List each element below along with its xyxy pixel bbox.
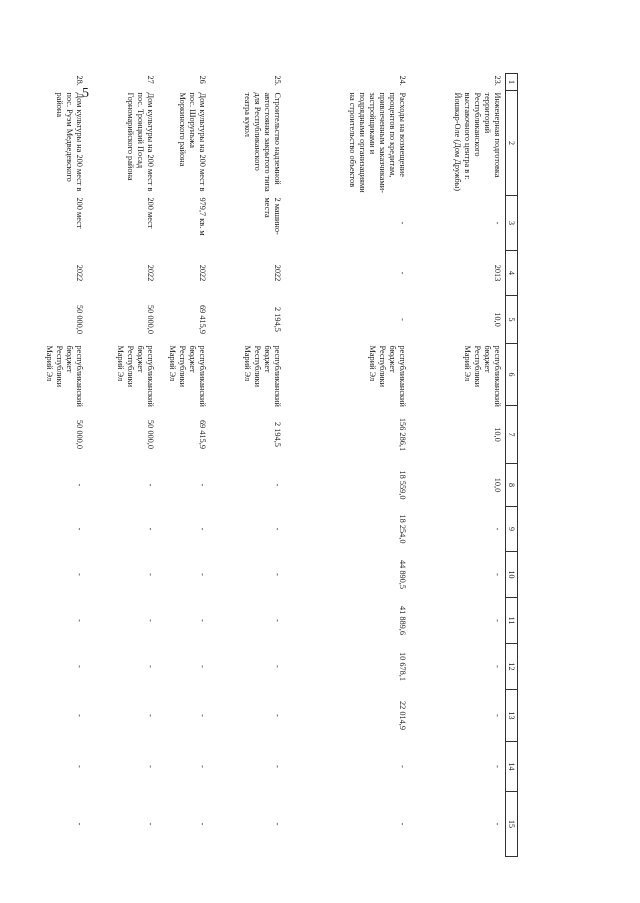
cost-cell: 2 194,5	[273, 307, 282, 332]
column-header: 11	[506, 598, 518, 644]
value-cell: -	[493, 527, 502, 531]
value-cell: -	[493, 822, 502, 826]
funding-source: республиканский бюджет Республики Марий Эл	[243, 345, 282, 407]
value-cell: -	[146, 619, 155, 622]
cost-cell: 10,0	[493, 312, 502, 327]
column-header: 7	[506, 406, 518, 464]
value-cell: -	[273, 619, 282, 622]
column-header: 5	[506, 296, 518, 344]
value-cell: -	[493, 619, 502, 622]
value-cell: -	[198, 765, 207, 768]
funding-source: республиканский бюджет Республики Марий Эл	[368, 345, 407, 407]
table-row	[410, 74, 506, 857]
value-cell: -	[146, 822, 155, 826]
capacity-cell: 979,7 кв. м	[198, 197, 207, 236]
value-cell: -	[493, 714, 502, 717]
year-cell: 2022	[146, 264, 155, 282]
funding-source: республиканский бюджет Республики Марий Эл	[116, 345, 155, 407]
column-header: 10	[506, 552, 518, 598]
year-cell: -	[398, 271, 407, 275]
value-cell: -	[273, 822, 282, 826]
column-header: 4	[506, 251, 518, 296]
capacity-cell: -	[398, 221, 407, 225]
column-header: 2	[506, 91, 518, 196]
value-cell: -	[493, 665, 502, 668]
column-header: 15	[506, 792, 518, 857]
page-number: 5	[82, 86, 89, 101]
capacity-cell: 2 машино-места	[263, 197, 282, 235]
year-cell: 2022	[273, 264, 282, 282]
total-cell: 156 286,1	[398, 417, 407, 452]
funding-source: республиканский бюджет Республики Марий Эл	[463, 345, 502, 407]
table-row	[158, 74, 210, 857]
value-cell: -	[198, 822, 207, 826]
value-cell: -	[75, 665, 84, 668]
value-cell: -	[146, 483, 155, 487]
row-number: 27	[146, 75, 155, 84]
table-row	[87, 74, 158, 857]
value-cell: -	[198, 665, 207, 668]
value-cell: -	[273, 665, 282, 668]
value-cell: -	[273, 483, 282, 487]
table-row	[210, 74, 285, 857]
value-cell: -	[273, 765, 282, 768]
column-header: 12	[506, 644, 518, 690]
column-header: 14	[506, 742, 518, 792]
value-cell: -	[273, 714, 282, 717]
value-cell: -	[198, 573, 207, 576]
column-header: 13	[506, 690, 518, 742]
total-cell: 50 000,0	[75, 419, 84, 450]
object-name: Расходы на возмещение процентов по кредитам, привлеченным заказчиками-застройщиками и подрядными организациями на строительство объектов	[348, 92, 407, 193]
object-name: Дом культуры на 200 мест в пос. Руэм Медведевского района	[55, 92, 84, 192]
funding-source: республиканский бюджет Республики Марий Эл	[168, 345, 207, 407]
value-cell: -	[146, 665, 155, 668]
value-cell: -	[75, 714, 84, 717]
column-header: 6	[506, 344, 518, 406]
funding-source: республиканский бюджет Республики Марий Эл	[45, 345, 84, 407]
total-cell: 10,0	[493, 427, 502, 442]
value-cell: -	[273, 527, 282, 531]
program-table	[30, 73, 518, 857]
cost-cell: 50 000,0	[146, 304, 155, 335]
value-cell: -	[146, 527, 155, 531]
value-cell: 41 889,6	[398, 605, 407, 636]
value-cell: -	[146, 573, 155, 576]
row-number: 23.	[493, 75, 502, 86]
table-row	[30, 74, 87, 857]
value-cell: 18 559,0	[398, 470, 407, 500]
column-header: 8	[506, 464, 518, 507]
value-cell: -	[75, 573, 84, 576]
value-cell: -	[198, 714, 207, 717]
value-cell: -	[75, 619, 84, 622]
value-cell: -	[75, 822, 84, 826]
row-number: 24.	[398, 75, 407, 86]
row-number: 26	[198, 75, 207, 84]
value-cell: -	[75, 483, 84, 487]
object-name: Инженерная подготовка территорий Республиканского выставочного центра в г. Йошкар-Оле (Дом Дружбы)	[453, 92, 502, 192]
row-number: 25.	[273, 75, 282, 86]
value-cell: -	[75, 765, 84, 768]
column-header: 9	[506, 507, 518, 552]
cost-cell: 50 000,0	[75, 304, 84, 335]
year-cell: 2022	[198, 264, 207, 282]
value-cell: -	[398, 765, 407, 768]
value-cell: -	[198, 483, 207, 487]
value-cell: -	[273, 573, 282, 576]
value-cell: -	[146, 765, 155, 768]
cost-cell: -	[398, 318, 407, 321]
value-cell: -	[75, 527, 84, 531]
capacity-cell: 200 мест	[75, 197, 84, 229]
value-cell: -	[198, 527, 207, 531]
table-row	[285, 74, 410, 857]
column-header: 1	[506, 74, 518, 91]
value-cell: -	[146, 714, 155, 717]
year-cell: 2013	[493, 264, 502, 282]
object-name: Строительство надземной автостоянки закрытого типа для Республиканского театра кукол	[243, 92, 282, 192]
capacity-cell: 200 мест	[146, 197, 155, 229]
value-cell: 44 890,5	[398, 559, 407, 590]
object-name: Дом культуры на 200 мест в пос. Троицкий Посад Горномарийского района	[126, 92, 155, 192]
value-cell: 22 014,9	[398, 700, 407, 731]
value-cell: -	[398, 822, 407, 826]
row-number: 28.	[75, 75, 84, 86]
column-number-row	[506, 74, 518, 857]
value-cell: 10,0	[493, 477, 502, 493]
value-cell: 10 678,1	[398, 651, 407, 682]
year-cell: 2022	[75, 264, 84, 282]
total-cell: 2 194,5	[273, 422, 282, 447]
total-cell: 69 415,9	[198, 419, 207, 450]
object-name: Дом культуры на 200 мест в пос. Шорунъжа Моркинского района	[178, 92, 207, 192]
value-cell: -	[198, 619, 207, 622]
value-cell: -	[493, 765, 502, 768]
column-header: 3	[506, 196, 518, 251]
total-cell: 50 000,0	[146, 419, 155, 450]
capacity-cell: -	[493, 221, 502, 225]
value-cell: -	[493, 573, 502, 576]
cost-cell: 69 415,9	[198, 304, 207, 335]
rotated-table-sheet	[45, 73, 518, 856]
value-cell: 18 254,0	[398, 514, 407, 544]
